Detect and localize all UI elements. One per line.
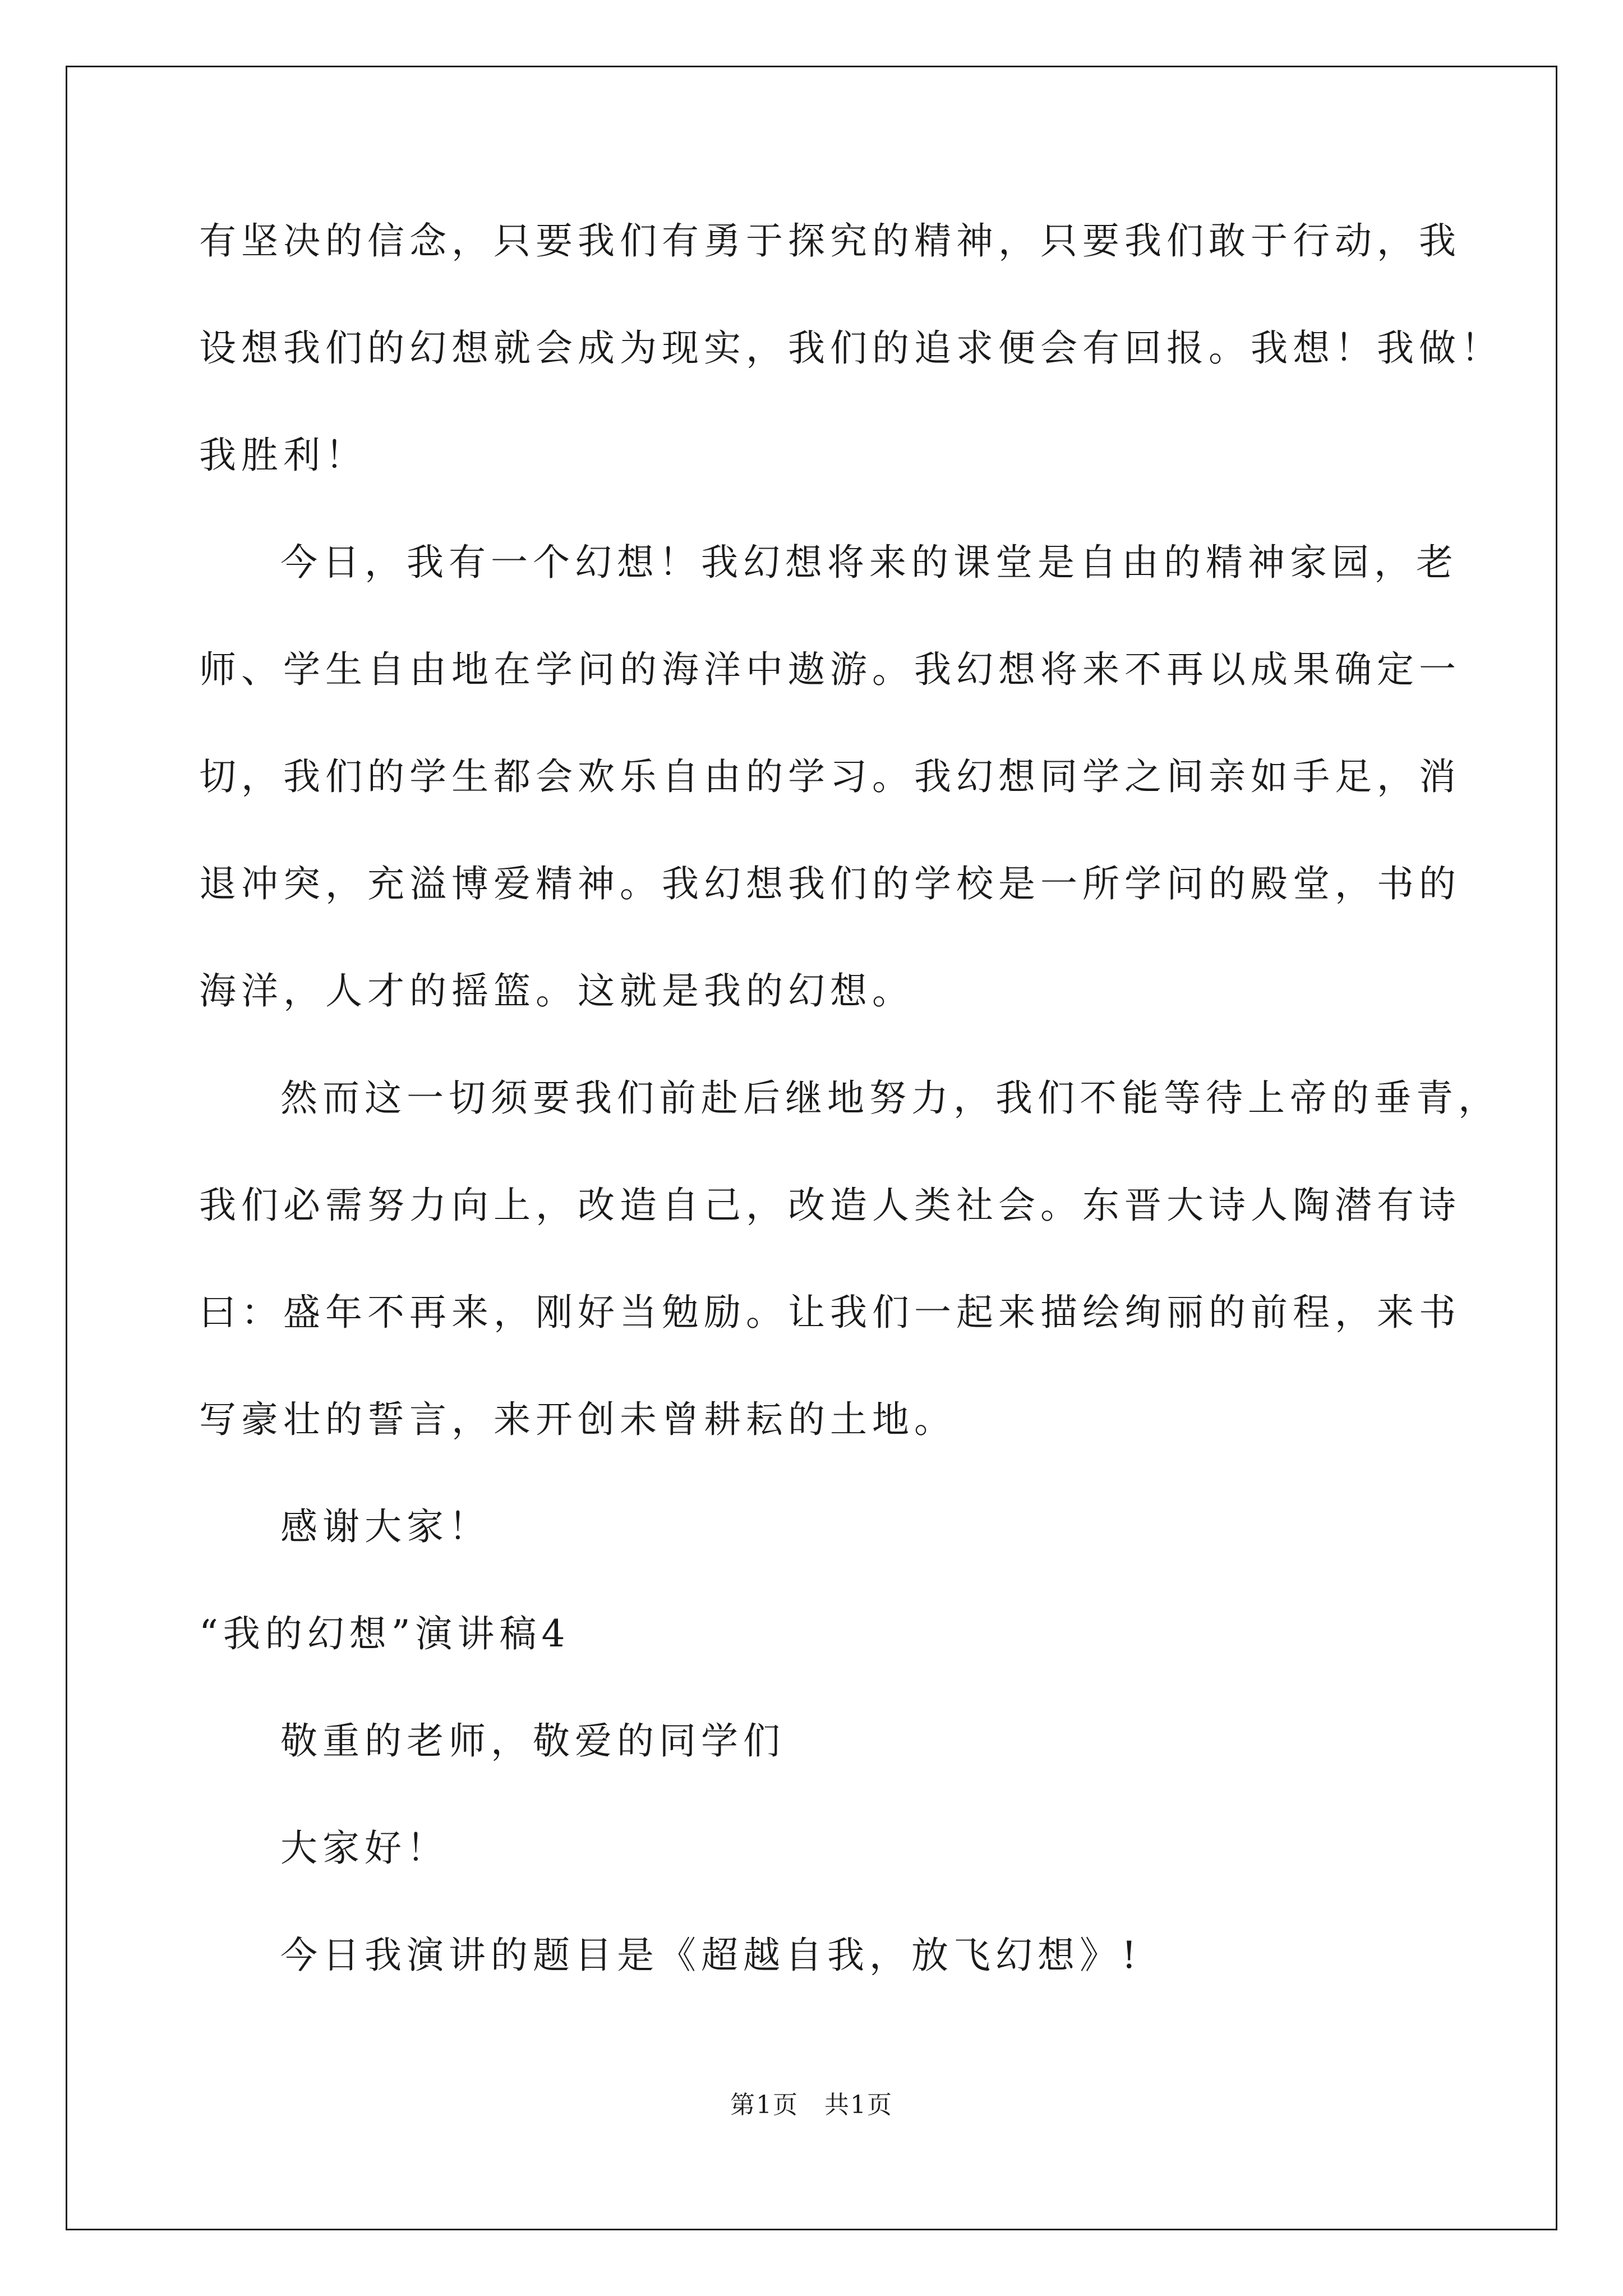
text-line-9: 然而这一切须要我们前赴后继地努力，我们不能等待上帝的垂青，	[280, 1076, 1500, 1120]
text-line-1: 有坚决的信念，只要我们有勇于探究的精神，只要我们敢于行动，我	[199, 219, 1461, 263]
text-line-13: 感谢大家！	[280, 1505, 491, 1548]
section-heading: “我的幻想”演讲稿4	[199, 1612, 570, 1655]
text-line-8: 海洋，人才的摇篮。这就是我的幻想。	[199, 969, 914, 1013]
greeting: 大家好！	[280, 1826, 449, 1870]
text-line-6: 切，我们的学生都会欢乐自由的学习。我幻想同学之间亲如手足，消	[199, 755, 1461, 798]
text-line-3: 我胜利！	[199, 434, 367, 477]
text-line-12: 写豪壮的誓言，来开创未曾耕耘的土地。	[199, 1398, 956, 1441]
text-line-10: 我们必需努力向上，改造自己，改造人类社会。东晋大诗人陶潜有诗	[199, 1184, 1461, 1227]
page-number-footer: 第1页 共1页	[730, 2091, 893, 2119]
text-line-4: 今日，我有一个幻想！我幻想将来的课堂是自由的精神家园，老	[280, 541, 1458, 584]
text-line-7: 退冲突，充溢博爱精神。我幻想我们的学校是一所学问的殿堂，书的	[199, 862, 1461, 905]
speech-topic: 今日我演讲的题目是《超越自我，放飞幻想》!	[280, 1934, 1142, 1977]
text-line-11: 曰：盛年不再来，刚好当勉励。让我们一起来描绘绚丽的前程，来书	[199, 1291, 1461, 1334]
document-body	[199, 214, 1503, 2036]
salutation: 敬重的老师，敬爱的同学们	[280, 1719, 785, 1763]
text-line-5: 师、学生自由地在学问的海洋中遨游。我幻想将来不再以成果确定一	[199, 648, 1461, 691]
text-line-2: 设想我们的幻想就会成为现实，我们的追求便会有回报。我想！我做！	[199, 326, 1503, 370]
